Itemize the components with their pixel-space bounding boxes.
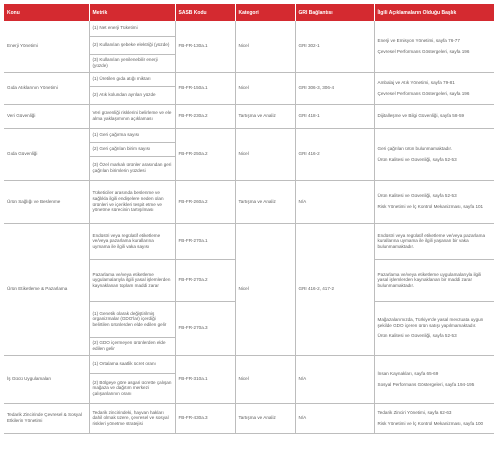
metrik-cell: (2) Atık kolundan ayrılan yüzde [89,86,175,104]
header-gri-baglantisi: GRI Bağlantısı [295,4,374,21]
metrik-cell: (1) Geri çağırma sayısı [89,128,175,142]
table-row [4,72,494,86]
ilgili-text: Risk Yönetimi ve İç Kontrol Mekanizması, sayfa 100 [377,420,484,426]
header-kategori: Kategori [235,4,295,21]
gri-cell: N/A [295,180,374,223]
konu-cell: Ürün Etiketleme & Pazarlama [4,223,89,355]
table-row [4,180,494,223]
ilgili-cell: Pazarlama ve/veya etiketleme uygulamalarıyla ilgili yasal işlemlerden kaynaklanan bir maddi zarar bulunmamaktadır. [374,259,494,301]
sasb-cell: FB-FR-250a.2 [175,128,235,180]
ilgili-text: Enerji ve Emisyon Yönetimi, sayfa 76-77 [377,38,460,44]
sasb-index-table [4,4,495,434]
metrik-cell: (1) Genetik olarak değiştirilmiş organizmalar (GDO'lar) içerdiği belirtilen ürünlerden elde edilen gelir [89,301,175,337]
metrik-cell: (2) Bölgeye göre asgari ücrette çalışan mağaza ve dağıtım merkezi çalışanlarının oranı [89,373,175,403]
gri-cell: GRI 416-2 [295,128,374,180]
metrik-cell: Veri güvenliği risklerini belirleme ve ele alma yaklaşımının açıklaması [89,104,175,128]
kategori-cell: Tartışma ve Analiz [235,403,295,433]
ilgili-text: Tedarik Zinciri Yönetimi, sayfa 62-63 [377,409,452,415]
ilgili-text: Geri çağrılan ürün bulunmamaktadır. [377,145,453,151]
ilgili-text: Ürün Kalitesi ve Güvenliği, sayfa 52-53 [377,156,457,162]
table-row [4,223,494,259]
ilgili-cell: Dijitalleşme ve Bilgi Güvenliği, sayfa 58-59 [374,104,494,128]
ilgili-cell: Endüstri veya regülatif etiketleme ve/veya pazarlama kurallarına uymama ile ilgili yaşanan bir vaka bulunmamaktadır. [374,223,494,259]
ilgili-text: İnsan Kaynakları, sayfa 65-69 [377,370,439,376]
ilgili-cell [374,301,494,355]
konu-cell: Tedarik Zincirinde Çevresel & Sosyal Etkilerin Yönetimi [4,403,89,433]
ilgili-text: Risk Yönetimi ve İç Kontrol Mekanizması, sayfa 101 [377,204,484,209]
sasb-cell: FB-FR-150a.1 [175,72,235,104]
sasb-cell: FB-FR-270a.2 [175,259,235,301]
metrik-cell: (1) Ortalama saatlik ücret oranı [89,355,175,373]
sasb-cell: FB-FR-270a.1 [175,223,235,259]
ilgili-text: Mağazalarımızda, Türkiye'de yasal mevzuata uygun şekilde GDO içeren ürün satışı yapılmamaktadır. [377,317,484,328]
metrik-cell: (1) Net enerji Tüketimi [89,21,175,36]
header-sasb-kodu: SASB Kodu [175,4,235,21]
metrik-cell: (3) Kullanılan yenilenebilir enerji (yüzde) [89,54,175,72]
metrik-cell: Endüstri veya regülatif etiketleme ve/veya pazarlama kurallarına uymama ile ilgili vaka sayısı [89,223,175,259]
table-row [4,128,494,142]
kategori-cell: Nicel [235,72,295,104]
gri-cell: GRI 416-2, 417-2 [295,223,374,355]
kategori-cell: Nicel [235,21,295,72]
ilgili-cell [374,21,494,72]
table-row [4,104,494,128]
gri-cell: GRI 306-3, 306-4 [295,72,374,104]
sasb-cell: FB-FR-270a.3 [175,301,235,355]
konu-cell: Ürün Sağlığı ve Beslenme [4,180,89,223]
header-konu: Konu [4,4,89,21]
ilgili-text: Ürün Kalitesi ve Güvenliği, sayfa 52-53 [377,193,457,199]
ilgili-text: Ürün Kalitesi ve Güvenliği, sayfa 52-53 [377,333,457,339]
metrik-cell: Tüketiciler arasında beslenme ve sağlıkla ilgili endişelere neden olan ürünleri ve içerikleri tespit etme ve yönetme sürecinin tartışılması [89,180,175,223]
kategori-cell: Tartışma ve Analiz [235,180,295,223]
ilgili-cell [374,180,494,223]
kategori-cell: Tartışma ve Analiz [235,104,295,128]
metrik-cell: (2) Geri çağrılan birim sayısı [89,142,175,156]
gri-cell: GRI 302-1 [295,21,374,72]
header-metrik: Metrik [89,4,175,21]
ilgili-cell [374,72,494,104]
sasb-cell: FB-FR-310a.1 [175,355,235,403]
metrik-cell: (1) Üretilen gıda atığı miktarı [89,72,175,86]
table-row [4,355,494,373]
metrik-cell: Tedarik zincirindeki, hayvan hakları dahil olmak üzere, çevresel ve sosyal riskleri yönetme stratejisi [89,403,175,433]
kategori-cell: Nicel [235,128,295,180]
ilgili-cell [374,355,494,403]
ilgili-text: Ambalaj ve Atık Yönetimi, sayfa 79-81 [377,79,455,85]
konu-cell: Gıda Güvenliği [4,128,89,180]
table-row [4,21,494,36]
ilgili-text: Sosyal Performans Göstergeleri, sayfa 194-195 [377,381,475,387]
metrik-cell: (2) GDO içermeyen ürünlerden elde edilen gelir [89,337,175,355]
konu-cell: Veri Güvenliği [4,104,89,128]
ilgili-text: Çevresel Performans Göstergeleri, sayfa 196 [377,90,470,96]
kategori-cell: Nicel [235,223,295,355]
metrik-cell: (2) Kullanılan şebeke elektriği (yüzde) [89,36,175,54]
kategori-cell: Nicel [235,355,295,403]
header-ilgili-aciklamalar: İlgili Açıklamaların Olduğu Başlık [374,4,494,21]
sasb-cell: FB-FR-230a.2 [175,104,235,128]
konu-cell: İş Gücü Uygulamaları [4,355,89,403]
sasb-cell: FB-FR-430a.3 [175,403,235,433]
table-header-row [4,4,494,21]
gri-cell: GRI 418-1 [295,104,374,128]
ilgili-cell [374,128,494,180]
ilgili-text: Çevresel Performans Göstergeleri, sayfa 196 [377,48,470,54]
sasb-cell: FB-FR-260a.2 [175,180,235,223]
sasb-cell: FB-FR-130a.1 [175,21,235,72]
table-row [4,403,494,433]
gri-cell: N/A [295,355,374,403]
gri-cell: N/A [295,403,374,433]
metrik-cell: Pazarlama ve/veya etiketleme uygulamalarıyla ilgili yasal işlemlerden kaynaklanan toplam maddi zarar [89,259,175,301]
konu-cell: Enerji Yönetimi [4,21,89,72]
metrik-cell: (3) Özel markalı ürünler arasından geri çağrılan birimlerin yüzdesi [89,156,175,180]
konu-cell: Gıda Atıklarının Yönetimi [4,72,89,104]
ilgili-cell [374,403,494,433]
